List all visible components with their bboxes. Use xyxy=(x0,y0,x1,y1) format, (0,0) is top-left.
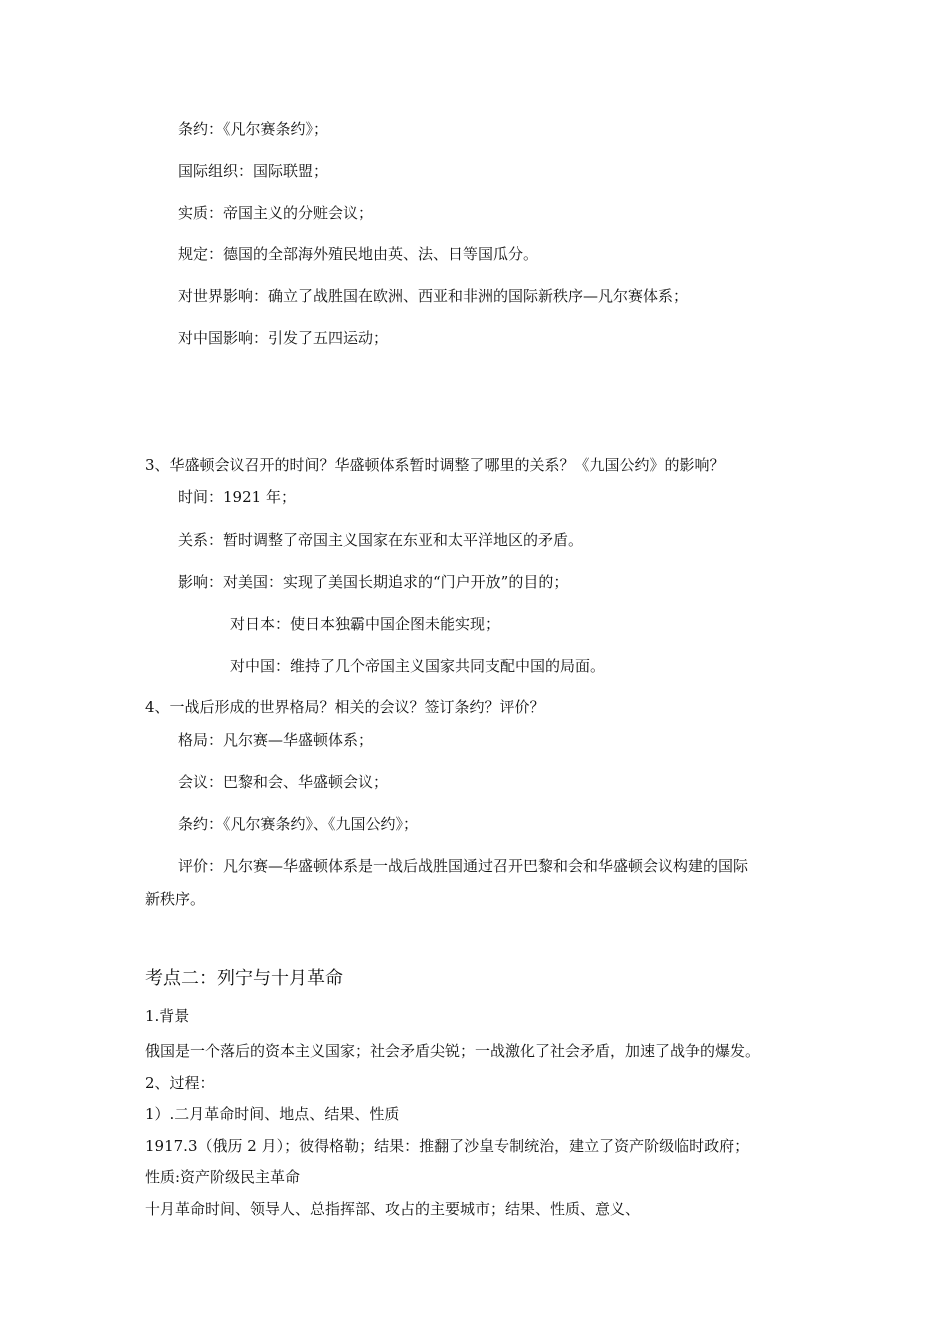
text-line: 规定：德国的全部海外殖民地由英、法、日等国瓜分。 xyxy=(178,245,539,263)
text-line: 十月革命时间、领导人、总指挥部、攻占的主要城市；结果、性质、意义、 xyxy=(145,1200,641,1218)
text-line: 评价：凡尔赛—华盛顿体系是一战后战胜国通过召开巴黎和会和华盛顿会议构建的国际 xyxy=(178,857,749,875)
text-line: 条约：《凡尔赛条约》、《九国公约》； xyxy=(178,815,419,833)
text-line: 对世界影响：确立了战胜国在欧洲、西亚和非洲的国际新秩序—凡尔赛体系； xyxy=(178,287,689,305)
text-line: 对日本：使日本独霸中国企图未能实现； xyxy=(230,615,501,633)
text-line: 实质：帝国主义的分赃会议； xyxy=(178,204,374,222)
question-3: 3、华盛顿会议召开的时间？华盛顿体系暂时调整了哪里的关系？《九国公约》的影响？ xyxy=(145,456,725,474)
text-line: 2、过程： xyxy=(145,1074,215,1092)
text-line: 对中国：维持了几个帝国主义国家共同支配中国的局面。 xyxy=(230,657,606,675)
text-line: 1）.二月革命时间、地点、结果、性质 xyxy=(145,1105,400,1123)
text-line: 1917.3（俄历 2 月）；彼得格勒；结果：推翻了沙皇专制统治，建立了资产阶级临时政府； xyxy=(145,1137,750,1155)
text-line: 会议：巴黎和会、华盛顿会议； xyxy=(178,773,389,791)
text-line: 条约：《凡尔赛条约》； xyxy=(178,120,329,138)
text-line: 国际组织：国际联盟； xyxy=(178,162,329,180)
text-line: 俄国是一个落后的资本主义国家；社会矛盾尖锐；一战激化了社会矛盾，加速了战争的爆发。 xyxy=(145,1042,761,1060)
question-4: 4、一战后形成的世界格局？相关的会议？签订条约？评价？ xyxy=(145,698,545,716)
text-line: 性质:资产阶级民主革命 xyxy=(145,1168,301,1186)
text-line: 时间：1921 年； xyxy=(178,488,296,506)
text-line: 影响：对美国：实现了美国长期追求的“门户开放”的目的； xyxy=(178,573,569,591)
text-line: 关系：暂时调整了帝国主义国家在东亚和太平洋地区的矛盾。 xyxy=(178,531,584,549)
section-heading: 考点二：列宁与十月革命 xyxy=(145,968,343,989)
text-line: 对中国影响：引发了五四运动； xyxy=(178,329,389,347)
text-line: 格局：凡尔赛—华盛顿体系； xyxy=(178,731,374,749)
text-line: 新秩序。 xyxy=(145,890,206,908)
text-line: 1.背景 xyxy=(145,1007,190,1025)
